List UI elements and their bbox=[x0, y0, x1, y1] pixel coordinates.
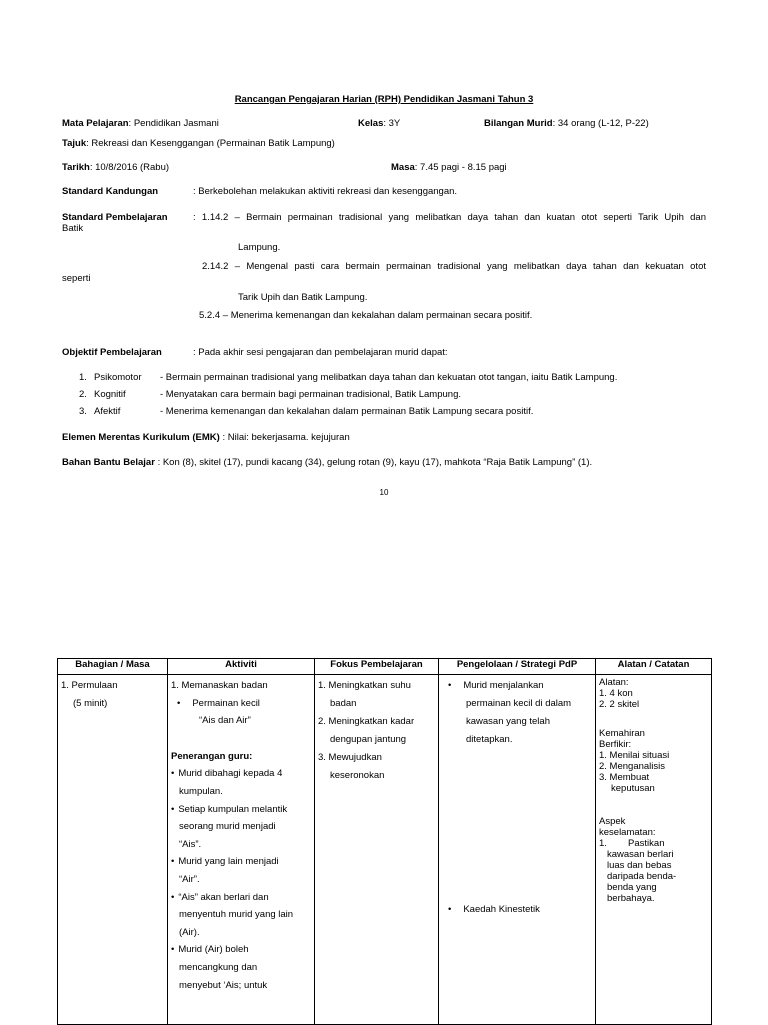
aktiviti-line: • Permainan kecil bbox=[171, 695, 311, 713]
aktiviti-line: 1. Memanaskan badan bbox=[171, 680, 268, 691]
standard-pembelajaran-label: Standard Pembelajaran bbox=[62, 212, 168, 223]
aktiviti-line: menyentuh murid yang lain bbox=[179, 909, 294, 921]
objektif-item-domain: Psikomotor bbox=[94, 372, 142, 383]
objektif-item-text: - Menerima kemenangan dan kekalahan dalam permainan Batik Lampung secara positif. bbox=[160, 406, 534, 417]
pengelolaan-line: ditetapkan. bbox=[466, 734, 513, 745]
bahagian-line: 1. Permulaan bbox=[61, 680, 118, 691]
column-header: Bahagian / Masa bbox=[58, 659, 168, 675]
aktiviti-line: mencangkung dan bbox=[179, 961, 258, 973]
aktiviti-bullet: • Murid (Air) boleh bbox=[171, 941, 311, 959]
emk-value: : Nilai: bekerjasama. kejujuran bbox=[222, 432, 350, 443]
standard-pembelajaran-line2: 2.14.2 – Mengenal pasti cara bermain permainan tradisional yang melibatkan daya tahan dan kekuatan otot bbox=[202, 261, 706, 272]
pengelolaan-bullet: • Kaedah Kinestetik bbox=[448, 901, 540, 919]
standard-kandungan-value: : Berkebolehan melakukan aktiviti rekreasi dan kesenggangan. bbox=[193, 186, 458, 197]
objektif-item-text: - Menyatakan cara bermain bagi permainan tradisional, Batik Lampung. bbox=[160, 389, 461, 400]
bahan-label: Bahan Bantu Belajar bbox=[62, 457, 155, 468]
aktiviti-heading: Penerangan guru: bbox=[171, 750, 253, 762]
objektif-item-domain: Kognitif bbox=[94, 389, 126, 400]
objektif-label: Objektif Pembelajaran bbox=[62, 347, 162, 358]
mata-pelajaran bbox=[62, 118, 219, 129]
masa-value: : 7.45 pagi - 8.15 pagi bbox=[414, 162, 507, 173]
masa bbox=[391, 162, 507, 173]
page-number: 10 bbox=[379, 488, 389, 497]
masa-label: Masa bbox=[391, 162, 415, 173]
column-header: Alatan / Catatan bbox=[596, 659, 712, 675]
standard-pembelajaran-label-wrap: Batik bbox=[62, 223, 84, 234]
column-header: Pengelolaan / Strategi PdP bbox=[439, 659, 596, 675]
standard-pembelajaran-line2-cont: Tarik Upih dan Batik Lampung. bbox=[238, 292, 368, 303]
standard-pembelajaran-line1-cont: Lampung. bbox=[238, 242, 281, 253]
alatan-line: 2. Menganalisis bbox=[599, 761, 666, 772]
alatan-line: 1. Pastikan bbox=[599, 838, 665, 849]
objektif-item-text: - Bermain permainan tradisional yang melibatkan daya tahan dan kekuatan otot tangan, iaitu Batik Lampung. bbox=[160, 372, 618, 383]
aktiviti-line: “Air”. bbox=[179, 873, 200, 885]
objektif-item-num: 3. bbox=[79, 406, 87, 417]
fokus-line: 1. Meningkatkan suhu bbox=[318, 680, 411, 691]
kelas-value: : 3Y bbox=[383, 118, 401, 129]
alatan-line: Alatan: bbox=[599, 677, 629, 688]
aktiviti-line: seorang murid menjadi bbox=[179, 821, 276, 833]
fokus-cell bbox=[315, 675, 439, 1025]
kelas bbox=[358, 118, 400, 129]
alatan-line: Kemahiran bbox=[599, 728, 645, 739]
objektif-item-num: 2. bbox=[79, 389, 87, 400]
bahan-value: : Kon (8), skitel (17), pundi kacang (34), gelung rotan (9), kayu (17), mahkota “Raja Batik Lampung” (1). bbox=[157, 457, 593, 468]
table-row bbox=[58, 675, 712, 1025]
alatan-line: keselamatan: bbox=[599, 827, 656, 838]
alatan-line: daripada benda- bbox=[607, 871, 677, 882]
standard-kandungan-label: Standard Kandungan bbox=[62, 186, 159, 197]
aktiviti-bullet: • “Ais” akan berlari dan bbox=[171, 889, 311, 907]
table-header-row bbox=[58, 659, 712, 675]
aktiviti-line: kumpulan. bbox=[179, 785, 223, 797]
standard-pembelajaran-line1: : 1.14.2 – Bermain permainan tradisional yang melibatkan daya tahan dan kuatan otot seperti Tarik Upih dan bbox=[193, 212, 706, 223]
fokus-line: 2. Meningkatkan kadar bbox=[318, 716, 415, 727]
mata-pelajaran-label: Mata Pelajaran bbox=[62, 118, 129, 129]
alatan-line: berbahaya. bbox=[607, 893, 655, 904]
pengelolaan-cell bbox=[439, 675, 596, 1025]
fokus-line: badan bbox=[330, 698, 357, 709]
column-header: Fokus Pembelajaran bbox=[315, 659, 439, 675]
bahagian-line: (5 minit) bbox=[73, 698, 108, 709]
standard-pembelajaran-line3: 5.2.4 – Menerima kemenangan dan kekalahan dalam permainan secara positif. bbox=[199, 310, 533, 321]
bahan-bantu-belajar bbox=[62, 457, 592, 468]
alatan-line: Aspek bbox=[599, 816, 626, 827]
alatan-cell bbox=[596, 675, 712, 1025]
alatan-line: 2. 2 skitel bbox=[599, 699, 640, 710]
fokus-line: dengupan jantung bbox=[330, 734, 407, 745]
alatan-line: benda yang bbox=[607, 882, 657, 893]
objektif-item-num: 1. bbox=[79, 372, 87, 383]
bahagian-cell bbox=[58, 675, 168, 1025]
aktiviti-line: menyebut ‘Ais; untuk bbox=[179, 979, 268, 991]
aktiviti-cell bbox=[168, 675, 315, 1025]
bilangan-murid bbox=[484, 118, 649, 129]
alatan-line: luas dan bebas bbox=[607, 860, 672, 871]
alatan-line: 1. Menilai situasi bbox=[599, 750, 670, 761]
lesson-table bbox=[57, 658, 712, 1025]
alatan-line: keputusan bbox=[611, 783, 655, 794]
tarikh-label: Tarikh bbox=[62, 162, 90, 173]
tarikh bbox=[62, 162, 169, 173]
tarikh-value: : 10/8/2016 (Rabu) bbox=[89, 162, 170, 173]
pengelolaan-line: kawasan yang telah bbox=[466, 716, 550, 727]
objektif-item-domain: Afektif bbox=[94, 406, 121, 417]
standard-pembelajaran-line2-wrap: seperti bbox=[62, 273, 91, 284]
emk bbox=[62, 432, 350, 443]
alatan-line: kawasan berlari bbox=[607, 849, 674, 860]
emk-label: Elemen Merentas Kurikulum (EMK) bbox=[62, 432, 220, 443]
alatan-line: Berfikir: bbox=[599, 739, 632, 750]
page-title: Rancangan Pengajaran Harian (RPH) Pendidikan Jasmani Tahun 3 bbox=[234, 94, 534, 105]
kelas-label: Kelas bbox=[358, 118, 384, 129]
pengelolaan-line: permainan kecil di dalam bbox=[466, 698, 572, 709]
aktiviti-line: “Ais dan Air” bbox=[199, 715, 251, 727]
alatan-line: 3. Membuat bbox=[599, 772, 650, 783]
column-header: Aktiviti bbox=[168, 659, 315, 675]
fokus-line: 3. Mewujudkan bbox=[318, 752, 382, 763]
fokus-line: keseronokan bbox=[330, 770, 385, 781]
aktiviti-bullet: • Murid yang lain menjadi bbox=[171, 853, 311, 871]
aktiviti-bullet: • Murid dibahagi kepada 4 bbox=[171, 765, 311, 783]
objektif-intro: : Pada akhir sesi pengajaran dan pembelajaran murid dapat: bbox=[193, 347, 448, 358]
tajuk bbox=[62, 138, 335, 149]
bilangan-murid-value: : 34 orang (L-12, P-22) bbox=[552, 118, 649, 129]
aktiviti-line: (Air). bbox=[179, 926, 200, 938]
bilangan-murid-label: Bilangan Murid bbox=[484, 118, 553, 129]
tajuk-label: Tajuk bbox=[62, 138, 87, 149]
tajuk-value: : Rekreasi dan Kesenggangan (Permainan Batik Lampung) bbox=[86, 138, 335, 149]
mata-pelajaran-value: : Pendidikan Jasmani bbox=[128, 118, 219, 129]
pengelolaan-bullet: • Murid menjalankan bbox=[442, 677, 592, 695]
aktiviti-line: “Ais”. bbox=[179, 838, 202, 850]
aktiviti-bullet: • Setiap kumpulan melantik bbox=[171, 801, 311, 819]
alatan-line: 1. 4 kon bbox=[599, 688, 633, 699]
